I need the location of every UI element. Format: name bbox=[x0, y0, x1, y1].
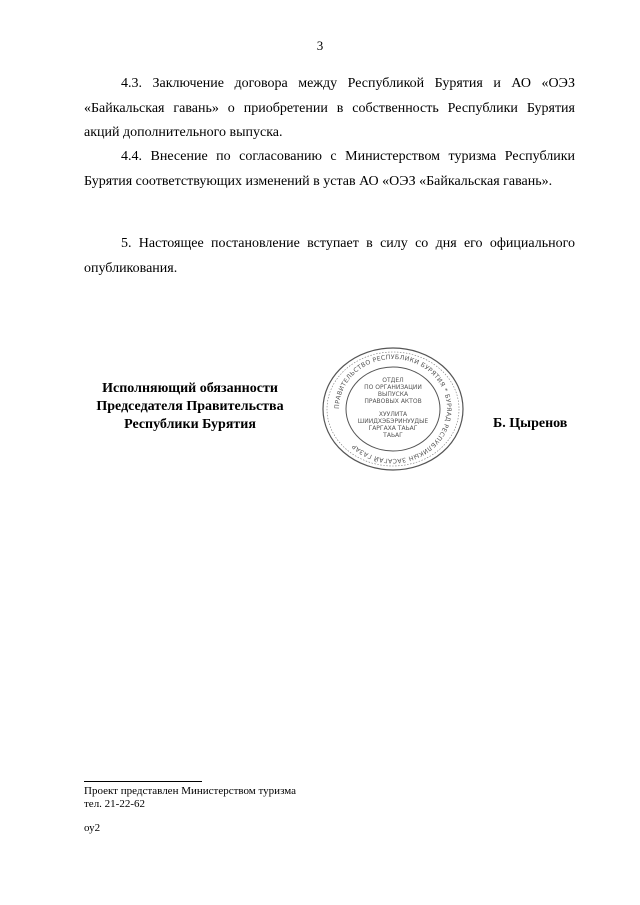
footnote-code: оу2 bbox=[84, 822, 101, 834]
signer-title-line-2: Председателя Правительства bbox=[96, 399, 284, 414]
seal-center-line-8: ТАЬАГ bbox=[383, 432, 403, 439]
seal-center-line-1: ОТДЕЛ bbox=[382, 377, 404, 384]
signer-title-line-3: Республики Бурятия bbox=[124, 417, 256, 432]
paragraph-5: 5. Настоящее постановление вступает в силу со дня его официального опубликования. bbox=[84, 236, 575, 276]
seal-center-line-7: ГАРГАХА ТАЬАГ bbox=[368, 425, 418, 432]
signer-title bbox=[70, 380, 310, 434]
seal-center-line-4: ПРАВОВЫХ АКТОВ bbox=[364, 398, 422, 405]
signer-title-line-1: Исполняющий обязанности bbox=[102, 381, 278, 396]
paragraph-4-4: 4.4. Внесение по согласованию с Министерством туризма Республики Бурятия соответствующих изменений в устав АО «ОЭЗ «Байкальская гавань». bbox=[84, 149, 575, 189]
footnote-project-line: Проект представлен Министерством туризма bbox=[84, 785, 297, 797]
official-seal-stamp bbox=[320, 346, 466, 472]
paragraph-4-3: 4.3. Заключение договора между Республикой Бурятия и АО «ОЭЗ «Байкальская гавань» о приобретении в собственность Республики Бурятия акций дополнительного выпуска. bbox=[84, 76, 575, 140]
seal-ring-text: ПРАВИТЕЛЬСТВО РЕСПУБЛИКИ БУРЯТИЯ * БУРЯАД РЕСПУБЛИКЫН ЗАСАГАЙ ГАЗАР bbox=[333, 353, 453, 465]
page-number: 3 bbox=[316, 38, 324, 53]
seal-center-line-2: ПО ОРГАНИЗАЦИИ bbox=[364, 384, 422, 391]
seal-center-line-3: ВЫПУСКА bbox=[377, 391, 409, 398]
signer-name: Б. Цыренов bbox=[493, 416, 568, 431]
seal-center-line-6: ШИИДХЭБЭРИНУУДЫЕ bbox=[357, 418, 429, 425]
footnote-divider bbox=[84, 781, 202, 782]
svg-text:ПРАВИТЕЛЬСТВО РЕСПУБЛИКИ БУРЯТ bbox=[334, 354, 452, 464]
seal-center-line-5: ХУУЛИТА bbox=[378, 411, 408, 418]
footnote-phone-line: тел. 21-22-62 bbox=[84, 798, 146, 810]
